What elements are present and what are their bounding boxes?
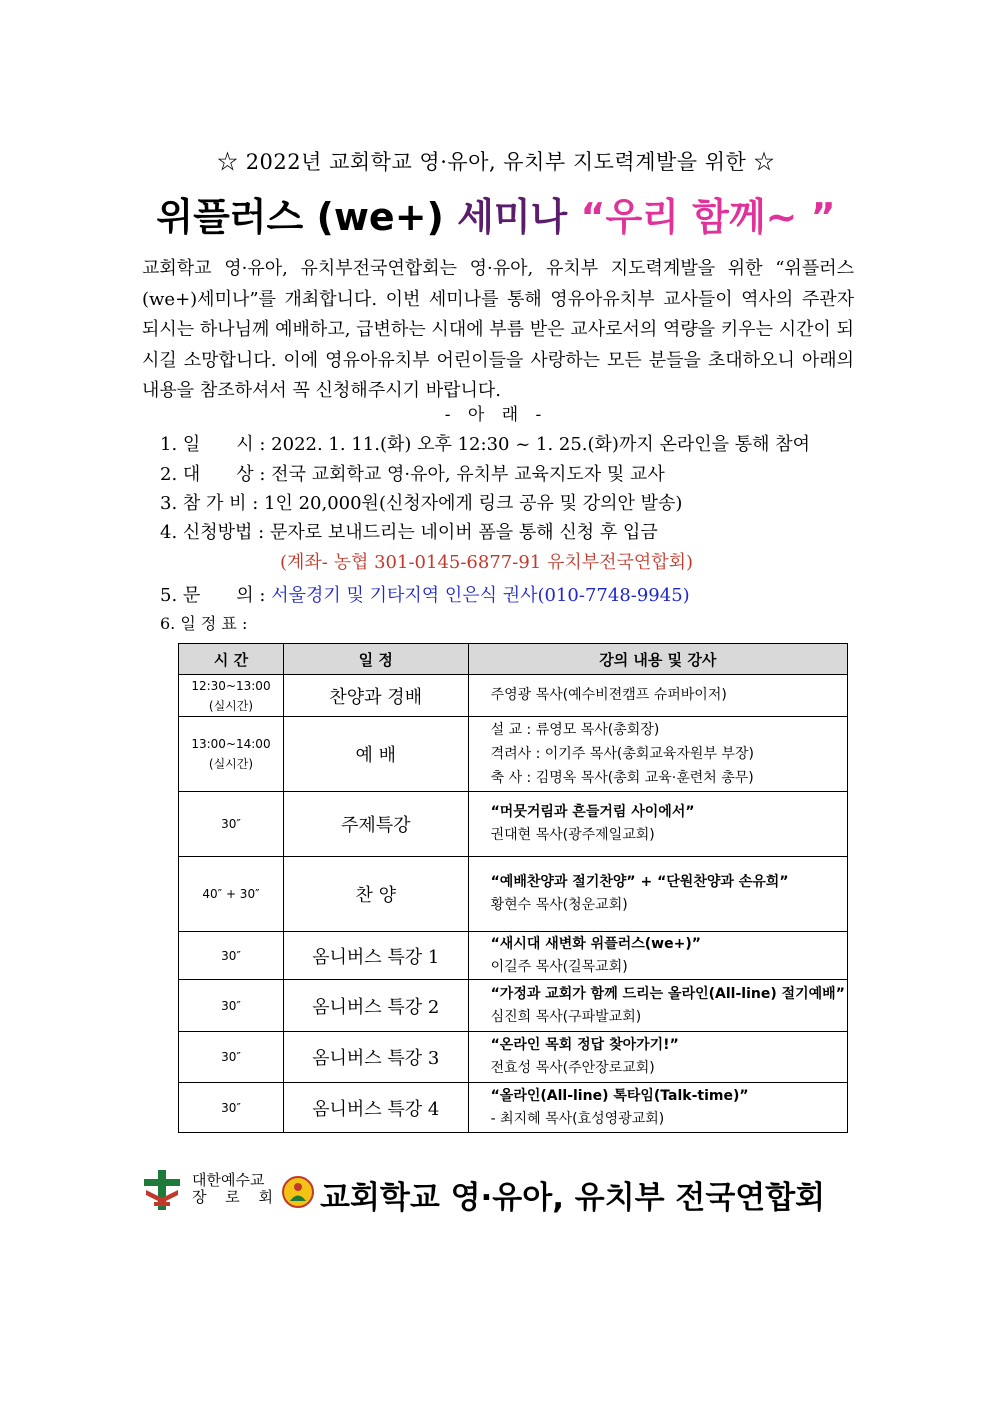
- program-cell: 옴니버스 특강 2: [283, 980, 468, 1032]
- time-cell: 30″: [179, 932, 284, 980]
- time-cell: 13:00~14:00 (실시간): [179, 717, 284, 792]
- info-fee: 3. 참 가 비 : 1인 20,000원(신청자에게 링크 공유 및 강의안 발송): [160, 493, 683, 514]
- header-lecture: 강의 내용 및 강사: [468, 644, 847, 675]
- header-program: 일 정: [283, 644, 468, 675]
- schedule-header-row: [179, 644, 848, 675]
- schedule-row: [179, 792, 848, 857]
- lecture-cell: “가정과 교회가 함께 드리는 올라인(All-line) 절기예배” 심진희 목사(구파발교회): [468, 980, 847, 1032]
- schedule-row: [179, 1083, 848, 1133]
- info-account: (계좌- 농협 301-0145-6877-91 유치부전국연합회): [280, 552, 694, 573]
- lecture-cell: “올라인(All-line) 톡타임(Talk-time)” - 최지혜 목사(효성영광교회): [468, 1083, 847, 1133]
- lecture-cell: “예배찬양과 절기찬양” + “단원찬양과 손유희” 황현수 목사(청운교회): [468, 857, 847, 932]
- denomination-name: 대한예수교 장 로 회: [192, 1171, 281, 1206]
- schedule-row: [179, 717, 848, 792]
- schedule-table: [178, 643, 848, 1133]
- notice-heading: - 아 래 -: [444, 405, 548, 425]
- program-cell: 옴니버스 특강 1: [283, 932, 468, 980]
- time-cell: 30″: [179, 792, 284, 857]
- intro-paragraph: 교회학교 영·유아, 유치부전국연합회는 영·유아, 유치부 지도력계발을 위한 “위플러스(we+)세미나”를 개최합니다. 이번 세미나를 통해 영유아유치부 교사들이 역사의 주관자 되시는 하나님께 예배하고, 급변하는 시대에 부름 받은 교사로서의 역량을 키우는 시간이 되시길 소망합니다. 이에 영유아유치부 어린이들을 사랑하는 모든 분들을 초대하오니 아래의 내용을 참조하셔서 꼭 신청해주시기 바랍니다.: [142, 258, 855, 401]
- schedule-row: [179, 1032, 848, 1083]
- program-cell: 찬 양: [283, 857, 468, 932]
- title-seminar: 세미나: [457, 195, 568, 239]
- info-target: 2. 대 상 : 전국 교회학교 영·유아, 유치부 교육지도자 및 교사: [160, 464, 665, 485]
- info-apply: 4. 신청방법 : 문자로 보내드리는 네이버 폼을 통해 신청 후 입금: [160, 522, 658, 543]
- time-cell: 30″: [179, 980, 284, 1032]
- lecture-cell: 설 교 : 류영모 목사(총회장) 격려사 : 이기주 목사(총회교육자원부 부장) 축 사 : 김명옥 목사(총회 교육·훈련처 총무): [468, 717, 847, 792]
- contact-value: 서울경기 및 기타지역 인은식 권사(010-7748-9945): [271, 585, 690, 606]
- lecture-cell: “머뭇거림과 흔들거림 사이에서” 권대현 목사(광주제일교회): [468, 792, 847, 857]
- lecture-cell: 주영광 목사(예수비젼캠프 슈퍼바이저): [468, 675, 847, 717]
- footer: [140, 1168, 840, 1228]
- schedule-row: [179, 857, 848, 932]
- contact-label: 5. 문 의 :: [160, 585, 272, 606]
- program-cell: 옴니버스 특강 3: [283, 1032, 468, 1083]
- time-cell: 30″: [179, 1083, 284, 1133]
- emblem-icon: [282, 1176, 314, 1208]
- info-date: 1. 일 시 : 2022. 1. 11.(화) 오후 12:30 ~ 1. 25.(화)까지 온라인을 통해 참여: [160, 434, 811, 455]
- event-title: [0, 186, 992, 241]
- schedule-row: [179, 980, 848, 1032]
- time-cell: 30″: [179, 1032, 284, 1083]
- header-time: 시 간: [179, 644, 284, 675]
- organization-name: 교회학교 영·유아, 유치부 전국연합회: [320, 1180, 826, 1216]
- info-schedule-label: 6. 일 정 표 :: [160, 614, 248, 633]
- schedule-row: [179, 675, 848, 717]
- program-cell: 주제특강: [283, 792, 468, 857]
- info-contact: [160, 581, 690, 607]
- title-together: “우리 함께~ ”: [580, 195, 836, 239]
- program-cell: 찬양과 경배: [283, 675, 468, 717]
- lecture-cell: “온라인 목회 정답 찾아가기!” 전효성 목사(주안장로교회): [468, 1032, 847, 1083]
- lecture-cell: “새시대 새변화 위플러스(we+)” 이길주 목사(길목교회): [468, 932, 847, 980]
- program-cell: 옴니버스 특강 4: [283, 1083, 468, 1133]
- schedule-row: [179, 932, 848, 980]
- event-subtitle: ☆ 2022년 교회학교 영·유아, 유치부 지도력계발을 위한 ☆: [217, 150, 775, 174]
- cross-logo-icon: [140, 1168, 184, 1212]
- title-weplus: 위플러스 (we+): [156, 195, 458, 239]
- program-cell: 예 배: [283, 717, 468, 792]
- time-cell: 12:30~13:00 (실시간): [179, 675, 284, 717]
- time-cell: 40″ + 30″: [179, 857, 284, 932]
